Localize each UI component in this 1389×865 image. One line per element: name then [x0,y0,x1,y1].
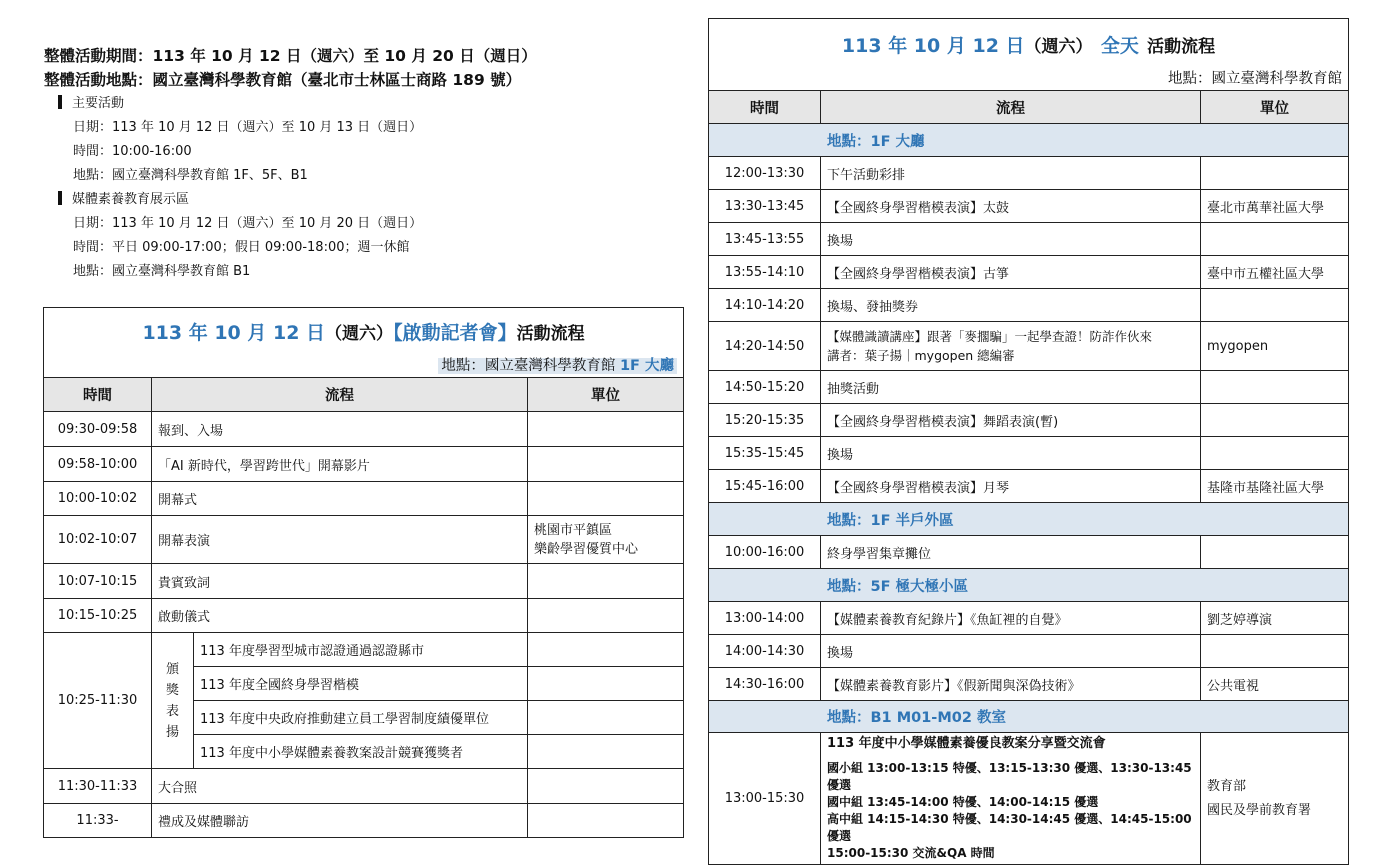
table-row: 10:15-10:25 啟動儀式 [44,599,684,633]
event-period: 整體活動期間：113 年 10 月 12 日（週六）至 10 月 20 日（週日） [44,47,537,65]
all-day-schedule [708,18,1349,865]
table-title: 113 年 10 月 12 日（週六） 全天 活動流程 地點：國立臺灣科學教育館 [709,19,1349,91]
section-header: 地點：1F 半戶外區 [709,503,1349,536]
press-conference-schedule [43,307,684,838]
header-flow: 流程 [152,378,528,412]
table-row: 14:00-14:30 換場 [709,635,1349,668]
table-location: 地點：國立臺灣科學教育館 [1168,71,1343,87]
table-row: 13:00-14:00 【媒體素養教育紀錄片】《魚缸裡的自覺》 劉芝婷導演 [709,602,1349,635]
table-row: 15:20-15:35 【全國終身學習楷模表演】舞蹈表演(暫) [709,404,1349,437]
section-main-activity: 主要活動 [44,92,684,116]
header-unit: 單位 [528,378,684,412]
table-row: 13:45-13:55 換場 [709,223,1349,256]
award-row: 113 年度中央政府推動建立員工學習制度績優單位 [44,701,684,735]
award-row: 113 年度全國終身學習楷模 [44,667,684,701]
section-header: 地點：B1 M01-M02 教室 [709,701,1349,733]
table-row: 13:00-15:30 113 年度中小學媒體素養優良教案分享暨交流會 國小組 13:00-13:15 特優、13:15-13:30 優選、13:30-13:45 優選 國中組 13:45-14:00 特優、14:00-14:15 優選 高中組 14:15-14:30 特優、14:30-14:45 優選、14:45-15:00 優選 15:00-15:30 交流&QA 時間 教育部 國民及學前教育署 [709,733,1349,865]
table-row: 14:10-14:20 換場、發抽獎券 [709,289,1349,322]
header-time: 時間 [44,378,152,412]
table-row: 13:30-13:45 【全國終身學習楷模表演】太鼓 臺北市萬華社區大學 [709,190,1349,223]
award-row: 10:25-11:30 頒 獎 表 揚 113 年度學習型城市認證通過認證縣市 [44,633,684,667]
table-row: 10:00-10:02 開幕式 [44,482,684,516]
main-activity-time: 時間：10:00-16:00 [73,144,192,159]
table-row: 10:07-10:15 貴賓致詞 [44,564,684,599]
table-location: 地點：國立臺灣科學教育館 1F 大廳 [438,354,677,375]
table-row: 14:20-14:50 【媒體識讀講座】跟著「麥擱騙」一起學查證！防詐作伙來 講者：葉子揚｜mygopen 總編審 mygopen [709,322,1349,371]
table-row: 10:00-16:00 終身學習集章攤位 [709,536,1349,569]
table-row: 14:30-16:00 【媒體素養教育影片】《假新聞與深偽技術》 公共電視 [709,668,1349,701]
event-venue: 整體活動地點：國立臺灣科學教育館（臺北市士林區士商路 189 號） [44,71,522,89]
table-row: 11:33- 禮成及媒體聯訪 [44,804,684,838]
bullet-bar-icon [58,95,62,109]
table-row: 15:35-15:45 換場 [709,437,1349,470]
event-info [44,44,684,284]
table-row: 12:00-13:30 下午活動彩排 [709,157,1349,190]
exhibit-time: 時間：平日 09:00-17:00；假日 09:00-18:00；週一休館 [73,240,410,255]
exhibit-date: 日期：113 年 10 月 12 日（週六）至 10 月 20 日（週日） [73,216,423,231]
table-row: 13:55-14:10 【全國終身學習楷模表演】古箏 臺中市五權社區大學 [709,256,1349,289]
table-row: 09:30-09:58 報到、入場 [44,412,684,447]
table-row: 15:45-16:00 【全國終身學習楷模表演】月琴 基隆市基隆社區大學 [709,470,1349,503]
award-row: 113 年度中小學媒體素養教案設計競賽獲獎者 [44,735,684,769]
table-row: 14:50-15:20 抽獎活動 [709,371,1349,404]
section-media-exhibit: 媒體素養教育展示區 [44,188,684,212]
table-title: 113 年 10 月 12 日（週六）【啟動記者會】活動流程 地點：國立臺灣科學教育館 1F 大廳 [44,308,684,378]
bullet-bar-icon [58,191,62,205]
header-time: 時間 [709,91,821,124]
section-header: 地點：5F 極大極小區 [709,569,1349,602]
table-row: 10:02-10:07 開幕表演 桃園市平鎮區 樂齡學習優質中心 [44,516,684,564]
main-activity-date: 日期：113 年 10 月 12 日（週六）至 10 月 13 日（週日） [73,120,423,135]
award-label: 頒 獎 表 揚 [152,633,194,769]
section-header: 地點：1F 大廳 [709,124,1349,157]
header-flow: 流程 [821,91,1201,124]
exhibit-location: 地點：國立臺灣科學教育館 B1 [73,264,251,279]
header-unit: 單位 [1201,91,1349,124]
table-row: 09:58-10:00 「AI 新時代，學習跨世代」開幕影片 [44,447,684,482]
table-row: 11:30-11:33 大合照 [44,769,684,804]
main-activity-location: 地點：國立臺灣科學教育館 1F、5F、B1 [73,168,308,183]
